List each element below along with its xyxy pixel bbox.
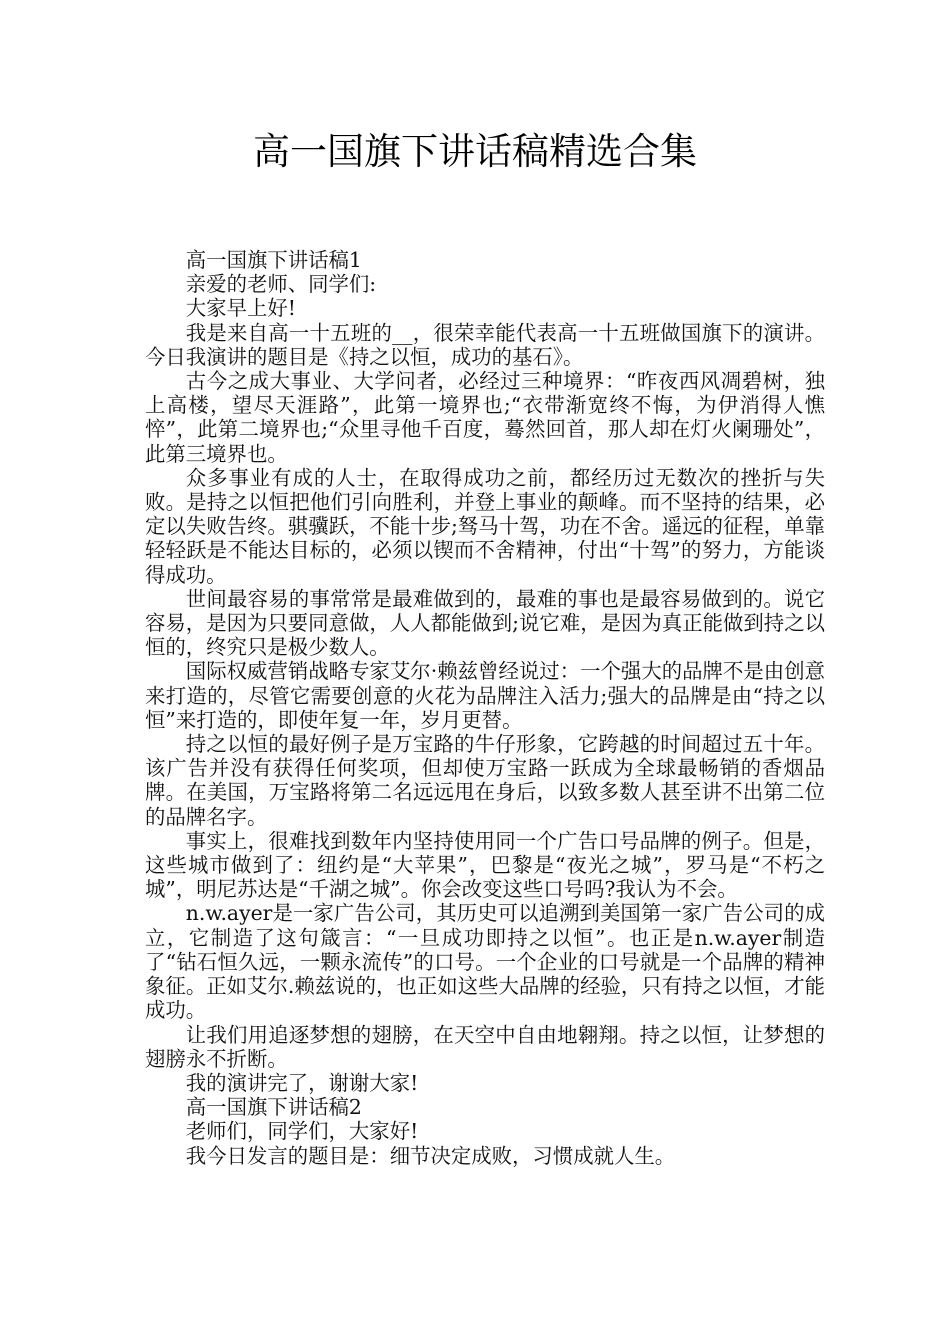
paragraph: 事实上，很难找到数年内坚持使用同一个广告口号品牌的例子。但是，这些城市做到了：纽约是“大苹果”，巴黎是“夜光之城”，罗马是“不朽之城”，明尼苏达是“千湖之城”。你会改变这些口号吗?我认为不会。 (145, 828, 825, 902)
paragraph: 我是来自高一十五班的__，很荣幸能代表高一十五班做国旗下的演讲。今日我演讲的题目是《持之以恒，成功的基石》。 (145, 320, 825, 369)
paragraph: 我的演讲完了，谢谢大家! (185, 1070, 419, 1095)
paragraph: 众多事业有成的人士，在取得成功之前，都经历过无数次的挫折与失败。是持之以恒把他们引向胜利，并登上事业的颠峰。而不坚持的结果，必定以失败告终。骐骥跃，不能十步;驽马十驾，功在不舍。遥远的征程，单靠轻轻跃是不能达目标的，必须以锲而不舍精神，付出“十驾”的努力，方能谈得成功。 (145, 465, 825, 587)
paragraph: 亲爱的老师、同学们: (185, 272, 377, 297)
paragraph: 高一国旗下讲话稿2 (185, 1095, 362, 1120)
paragraph: 持之以恒的最好例子是万宝路的牛仔形象，它跨越的时间超过五十年。该广告并没有获得任何奖项，但却使万宝路一跃成为全球最畅销的香烟品牌。在美国，万宝路将第二名远远甩在身后，以致多数人甚至讲不出第二位的品牌名字。 (145, 732, 825, 829)
paragraph: 让我们用追逐梦想的翅膀，在天空中自由地翱翔。持之以恒，让梦想的翅膀永不折断。 (145, 1022, 825, 1071)
document-body (145, 248, 825, 1168)
document-title: 高一国旗下讲话稿精选合集 (253, 130, 697, 173)
paragraph: 高一国旗下讲话稿1 (185, 248, 362, 272)
paragraph: 大家早上好! (185, 296, 296, 321)
paragraph: n.w.ayer是一家广告公司，其历史可以追溯到美国第一家广告公司的成立，它制造了这句箴言：“一旦成功即持之以恒”。也正是n.w.ayer制造了“钻石恒久远，一颗永流传”的口号。一个企业的口号就是一个品牌的精神象征。正如艾尔.赖兹说的，也正如这些大品牌的经验，只有持之以恒，才能成功。 (145, 901, 825, 1023)
paragraph: 国际权威营销战略专家艾尔·赖兹曾经说过：一个强大的品牌不是由创意来打造的，尽管它需要创意的火花为品牌注入活力;强大的品牌是由“持之以恒”来打造的，即使年复一年，岁月更替。 (145, 659, 825, 732)
paragraph: 我今日发言的题目是：细节决定成败，习惯成就人生。 (185, 1143, 676, 1168)
paragraph: 古今之成大事业、大学问者，必经过三种境界：“昨夜西风凋碧树，独上高楼，望尽天涯路”，此第一境界也;“衣带渐宽终不悔，为伊消得人憔悴”，此第二境界也;“众里寻他千百度，蓦然回首，那人却在灯火阑珊处”，此第三境界也。 (145, 369, 825, 466)
paragraph: 世间最容易的事常常是最难做到的，最难的事也是最容易做到的。说它容易，是因为只要同意做，人人都能做到;说它难，是因为真正能做到持之以恒的，终究只是极少数人。 (145, 586, 825, 660)
paragraph: 老师们，同学们，大家好! (185, 1119, 419, 1144)
